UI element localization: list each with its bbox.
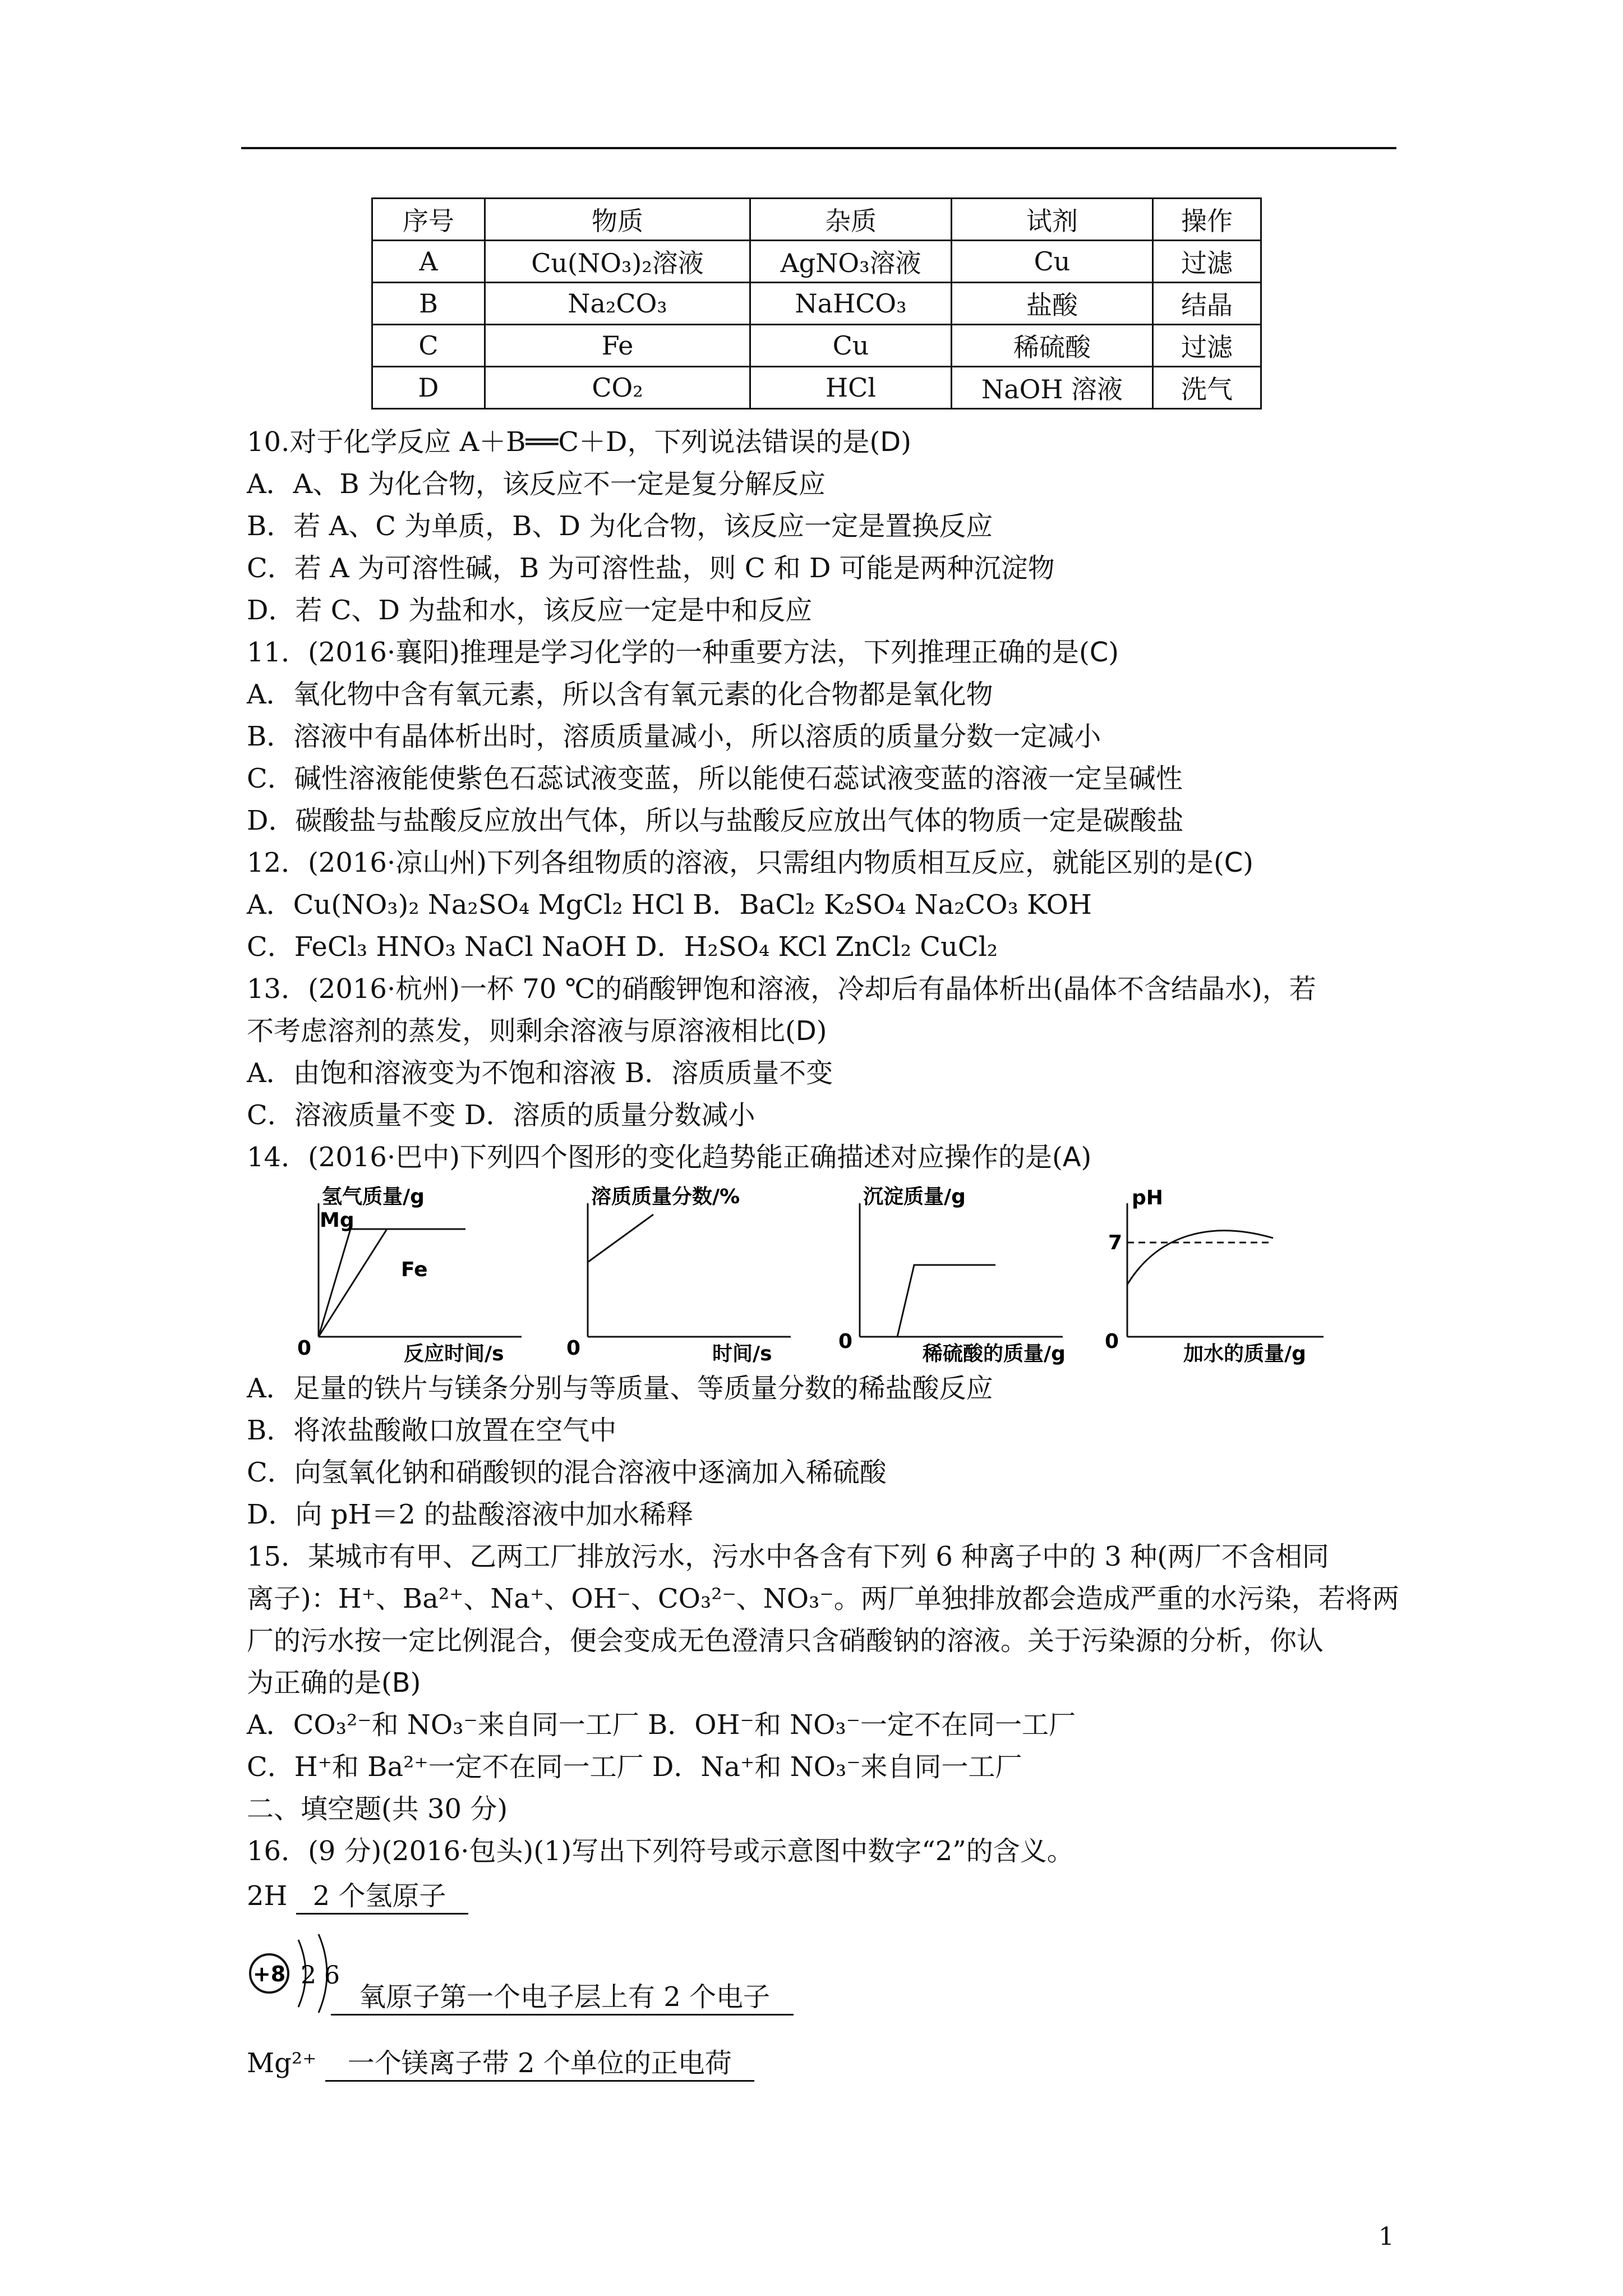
table-cell: 过滤: [1153, 325, 1261, 367]
question-12-stem: 12．(2016·凉山州)下列各组物质的溶液，只需组内物质相互反应，就能区别的是(C): [247, 847, 1253, 878]
table-header: 序号: [372, 199, 485, 241]
table-row: [372, 325, 1261, 367]
table-cell: 洗气: [1153, 367, 1261, 409]
answer: B: [391, 1667, 411, 1699]
symbol: Mg²⁺: [247, 2047, 317, 2079]
fe-curve: [319, 1229, 465, 1337]
table-cell: D: [372, 367, 485, 409]
mg-curve: [319, 1229, 465, 1337]
table-cell: 过滤: [1153, 241, 1261, 283]
option: D．碳酸盐与盐酸反应放出气体，所以与盐酸反应放出气体的物质一定是碳酸盐: [247, 805, 1184, 836]
option: A．足量的铁片与镁条分别与等质量、等质量分数的稀盐酸反应: [247, 1373, 993, 1404]
x-axis-label: 反应时间/s: [404, 1342, 504, 1365]
nucleus-charge: +8: [252, 1962, 286, 1986]
stem-text: 不考虑溶剂的蒸发，则剩余溶液与原溶液相比(: [247, 1015, 796, 1047]
stem-text: 12．(2016·凉山州)下列各组物质的溶液，只需组内物质相互反应，就能区别的是(: [247, 847, 1224, 878]
table-cell: Cu: [952, 241, 1153, 283]
table-cell: B: [372, 283, 485, 325]
fill-item-2h: [247, 1879, 468, 1915]
x-axis-label: 稀硫酸的质量/g: [923, 1342, 1066, 1365]
table-cell: 盐酸: [952, 283, 1153, 325]
ph7-label: 7: [1108, 1231, 1123, 1254]
purification-table: [371, 197, 1262, 409]
fill-item-mg-ion: [247, 2046, 754, 2082]
option: C．溶液质量不变 D．溶质的质量分数减小: [247, 1099, 755, 1131]
origin-label: 0: [566, 1337, 581, 1360]
question-15-line: 15．某城市有甲、乙两工厂排放污水，污水中各含有下列 6 种离子中的 3 种(两厂不含相同: [247, 1541, 1329, 1572]
table-cell: 结晶: [1153, 283, 1261, 325]
graph-precipitate-mass: [838, 1185, 1074, 1365]
stem-text: 为正确的是(: [247, 1667, 392, 1699]
graph-hydrogen-svg: [297, 1185, 533, 1365]
origin-label: 0: [297, 1337, 312, 1360]
answer: C: [1224, 847, 1243, 878]
option: A．CO₃²⁻和 NO₃⁻来自同一工厂 B．OH⁻和 NO₃⁻一定不在同一工厂: [247, 1709, 1076, 1741]
answer: D: [880, 426, 901, 458]
stem-text: 10.对于化学反应 A＋B══C＋D，下列说法错误的是(: [247, 426, 880, 458]
answer: D: [795, 1015, 817, 1047]
answer: C: [1089, 637, 1109, 668]
option: C．H⁺和 Ba²⁺一定不在同一工厂 D．Na⁺和 NO₃⁻来自同一工厂: [247, 1751, 1022, 1783]
table-cell: C: [372, 325, 485, 367]
y-axis-label: 沉淀质量/g: [863, 1185, 966, 1208]
answer-blank: 2 个氢原子: [296, 1879, 469, 1915]
header-rule: [241, 147, 1396, 149]
question-16-stem: 16．(9 分)(2016·包头)(1)写出下列符号或示意图中数字“2”的含义。: [247, 1835, 1074, 1867]
table-header-row: [372, 199, 1261, 241]
table-cell: AgNO₃溶液: [750, 241, 952, 283]
table-cell: A: [372, 241, 485, 283]
table-row: [372, 241, 1261, 283]
table-cell: Na₂CO₃: [485, 283, 750, 325]
y-axis-label: pH: [1132, 1186, 1163, 1209]
option: A．氧化物中含有氧元素，所以含有氧元素的化合物都是氧化物: [247, 679, 993, 710]
graph-solute-svg: [566, 1185, 802, 1365]
option: A．A、B 为化合物，该反应不一定是复分解反应: [247, 468, 826, 500]
origin-label: 0: [1105, 1330, 1119, 1353]
page-number: 1: [1378, 2223, 1394, 2251]
ph-curve: [1127, 1231, 1273, 1285]
question-10-stem: 10.对于化学反应 A＋B══C＋D，下列说法错误的是(D): [247, 426, 911, 458]
answer-blank: 氧原子第一个电子层上有 2 个电子: [331, 1980, 794, 2016]
question-14-stem: 14．(2016·巴中)下列四个图形的变化趋势能正确描述对应操作的是(A): [247, 1142, 1092, 1173]
option: B．将浓盐酸敞口放置在空气中: [247, 1415, 617, 1446]
table-header: 试剂: [952, 199, 1153, 241]
table-cell: 稀硫酸: [952, 325, 1153, 367]
table-cell: CO₂: [485, 367, 750, 409]
solute-curve: [588, 1214, 653, 1262]
table-row: [372, 283, 1261, 325]
y-axis-label: 溶质质量分数/%: [591, 1185, 740, 1208]
precipitate-curve: [897, 1265, 995, 1337]
option: B．若 A、C 为单质，B、D 为化合物，该反应一定是置换反应: [247, 510, 993, 542]
table-cell: NaHCO₃: [750, 283, 952, 325]
fe-label: Fe: [401, 1258, 428, 1281]
option: C．向氢氧化钠和硝酸钡的混合溶液中逐滴加入稀硫酸: [247, 1457, 887, 1488]
table-cell: NaOH 溶液: [952, 367, 1153, 409]
option: D．若 C、D 为盐和水，该反应一定是中和反应: [247, 595, 813, 626]
answer: A: [1062, 1142, 1081, 1173]
stem-text: 14．(2016·巴中)下列四个图形的变化趋势能正确描述对应操作的是(: [247, 1142, 1063, 1173]
origin-label: 0: [838, 1330, 853, 1353]
section-heading: 二、填空题(共 30 分): [247, 1793, 508, 1825]
question-15-stem-end: 为正确的是(B): [247, 1667, 421, 1699]
option: D．向 pH＝2 的盐酸溶液中加水稀释: [247, 1499, 694, 1530]
option: B．溶液中有晶体析出时，溶质质量减小，所以溶质的质量分数一定减小: [247, 721, 1101, 752]
graph-ph: [1099, 1186, 1335, 1365]
shell-electron-counts: 2 6: [301, 1961, 340, 1990]
option: C．若 A 为可溶性碱，B 为可溶性盐，则 C 和 D 可能是两种沉淀物: [247, 553, 1055, 584]
question-15-line: 离子)：H⁺、Ba²⁺、Na⁺、OH⁻、CO₃²⁻、NO₃⁻。两厂单独排放都会造成严重的水污染，若将两: [247, 1583, 1399, 1614]
y-axis-label: 氢气质量/g: [322, 1185, 425, 1208]
table-cell: Fe: [485, 325, 750, 367]
option: A．由饱和溶液变为不饱和溶液 B．溶质质量不变: [247, 1057, 833, 1089]
x-axis-label: 时间/s: [712, 1342, 772, 1365]
graph-solute-fraction: [566, 1185, 802, 1365]
graph-precipitate-svg: [838, 1185, 1074, 1365]
table-cell: Cu: [750, 325, 952, 367]
graph-ph-svg: [1099, 1186, 1335, 1365]
symbol: 2H: [247, 1880, 288, 1912]
question-13-stem: 13．(2016·杭州)一杯 70 ℃的硝酸钾饱和溶液，冷却后有晶体析出(晶体不含结晶水)，若: [247, 973, 1316, 1005]
question-11-stem: 11．(2016·襄阳)推理是学习化学的一种重要方法，下列推理正确的是(C): [247, 637, 1119, 668]
graph-hydrogen-mass: [297, 1185, 533, 1365]
option: C．FeCl₃ HNO₃ NaCl NaOH D．H₂SO₄ KCl ZnCl₂ CuCl₂: [247, 931, 998, 963]
table-row: [372, 367, 1261, 409]
table-cell: HCl: [750, 367, 952, 409]
table-cell: Cu(NO₃)₂溶液: [485, 241, 750, 283]
option: A．Cu(NO₃)₂ Na₂SO₄ MgCl₂ HCl B．BaCl₂ K₂SO₄ Na₂CO₃ KOH: [247, 889, 1092, 921]
mg-label: Mg: [320, 1209, 354, 1232]
table-header: 操作: [1153, 199, 1261, 241]
answer-blank: 一个镁离子带 2 个单位的正电荷: [325, 2046, 754, 2082]
x-axis-label: 加水的质量/g: [1183, 1342, 1306, 1365]
question-13-stem-cont: 不考虑溶剂的蒸发，则剩余溶液与原溶液相比(D): [247, 1015, 827, 1047]
stem-text: 11．(2016·襄阳)推理是学习化学的一种重要方法，下列推理正确的是(: [247, 637, 1090, 668]
fill-item-atom: [331, 1980, 794, 2016]
question-15-line: 厂的污水按一定比例混合，便会变成无色澄清只含硝酸钠的溶液。关于污染源的分析，你认: [247, 1625, 1324, 1657]
table-header: 物质: [485, 199, 750, 241]
option: C．碱性溶液能使紫色石蕊试液变蓝，所以能使石蕊试液变蓝的溶液一定呈碱性: [247, 763, 1183, 794]
table-header: 杂质: [750, 199, 952, 241]
